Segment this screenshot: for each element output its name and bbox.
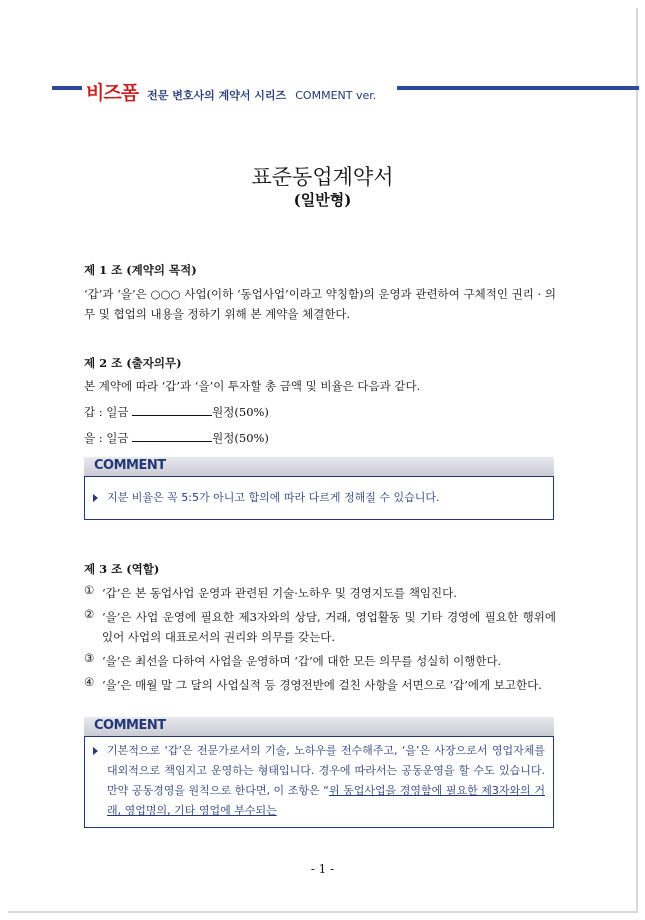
- investment-line-b: [84, 428, 556, 448]
- article-1-heading: 제 1 조 (계약의 목적): [84, 263, 197, 277]
- series-subtitle: 전문 변호사의 계약서 시리즈: [147, 89, 287, 102]
- item-4-number: ④: [84, 675, 95, 689]
- header-brand: [86, 78, 376, 105]
- document-title: 표준동업계약서: [251, 165, 394, 189]
- investment-b-blank[interactable]: [132, 430, 212, 442]
- investment-b-prefix: 을 : 일금: [84, 431, 129, 445]
- comment-2-text: [107, 741, 545, 821]
- comment-1-text: 지분 비율은 꼭 5:5가 아니고 합의에 따라 다르게 정해질 수 있습니다.: [107, 491, 440, 504]
- article-2-body: 본 계약에 따라 ‘갑’과 ‘을’이 투자할 총 금액 및 비율은 다음과 같다.: [84, 379, 421, 393]
- item-4-text: ‘을’은 매월 말 그 달의 사업실적 등 경영전반에 걸친 사항을 서면으로 ‘갑’에게 보고한다.: [102, 678, 542, 692]
- item-1-number: ①: [84, 583, 95, 597]
- page-number: - 1 -: [310, 862, 335, 876]
- document-subtitle: (일반형): [293, 191, 352, 209]
- item-3-text: ‘을’은 최선을 다하여 사업을 운영하며 ‘갑’에 대한 모든 의무를 성실히 이행한다.: [102, 654, 502, 668]
- item-2-text: ‘을’은 사업 운영에 필요한 제3자와의 상담, 거래, 영업활동 및 기타 경영에 필요한 행위에 있어 사업의 대표로서의 권리와 의무를 갖는다.: [102, 610, 556, 644]
- article-3-heading: 제 3 조 (역할): [84, 562, 160, 576]
- comment-1-tab: [84, 457, 554, 477]
- item-2-number: ②: [84, 607, 95, 621]
- arrow-right-icon: [93, 747, 98, 755]
- investment-a-prefix: 갑 : 일금: [84, 405, 129, 419]
- article-1-body: ‘갑’과 ‘을’은 ○○○ 사업(이하 ‘동업사업’이라고 약칭함)의 운영과 관련하여 구체적인 권리 · 의무 및 협업의 내용을 정하기 위해 본 계약을 체결한다.: [84, 287, 556, 321]
- header-rule-left: [52, 86, 82, 90]
- investment-a-suffix: 원정(50%): [212, 405, 269, 419]
- comment-1-box: [84, 476, 554, 520]
- brand-logo: 비즈폼: [86, 82, 139, 104]
- article-2-heading: 제 2 조 (출자의무): [84, 356, 182, 370]
- version-label: COMMENT ver.: [295, 89, 377, 102]
- arrow-right-icon: [93, 494, 98, 502]
- header-rule-right: [397, 86, 639, 90]
- investment-a-blank[interactable]: [132, 404, 212, 416]
- comment-2-text-plain: 기본적으로 ‘갑’은 전문가로서의 기술, 노하우를 전수해주고, ‘을’은 사장으로서 영업자체를 대외적으로 책임지고 운영하는 형태입니다. 경우에 따라서는 공동운영을 할 수도 있습니다. 만약 공동경영을 원칙으로 한다면, 이 조항은 “: [107, 744, 545, 797]
- investment-line-a: [84, 402, 556, 422]
- item-1-text: ‘갑’은 본 동업사업 운영과 관련된 기술·노하우 및 경영지도를 책임진다.: [102, 586, 457, 600]
- comment-1-label: COMMENT: [94, 458, 166, 473]
- comment-2-box: [84, 736, 554, 828]
- comment-2-tab: [84, 717, 554, 737]
- investment-b-suffix: 원정(50%): [212, 431, 269, 445]
- comment-2-label: COMMENT: [94, 718, 166, 733]
- item-3-number: ③: [84, 651, 95, 665]
- comment-2-text-underlined: 위 동업사업을 경영함에 필요한 제3자와의 거래, 영업명의, 기타 영업에 부수되는: [107, 784, 546, 817]
